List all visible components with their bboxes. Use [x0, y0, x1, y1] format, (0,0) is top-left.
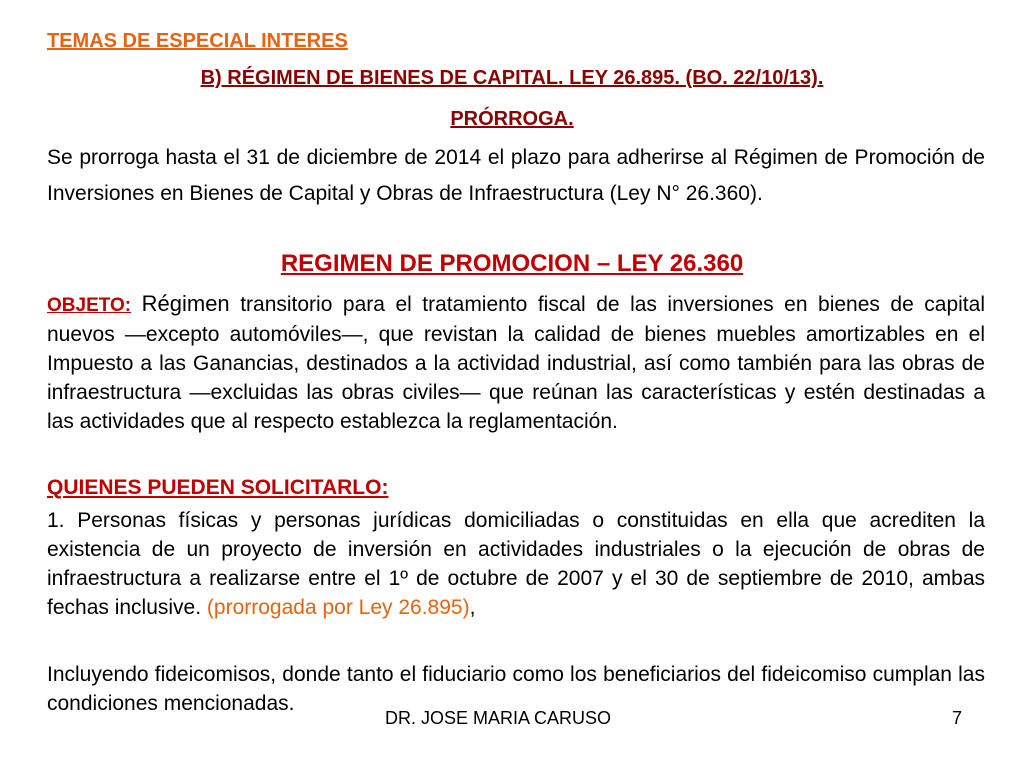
- section-title: PRÓRROGA.: [450, 108, 574, 130]
- quienes-item-1: [47, 506, 985, 622]
- regimen-subtitle: B) RÉGIMEN DE BIENES DE CAPITAL. LEY 26.895. (BO. 22/10/13).: [200, 67, 824, 89]
- quienes-item-2: Incluyendo fideicomisos, donde tanto el fiduciario como los beneficiarios del fideicomiso cumplan las condiciones mencionadas.: [47, 663, 985, 715]
- topic-title: TEMAS DE ESPECIAL INTERES: [47, 30, 348, 52]
- objeto-label: OBJETO:: [47, 295, 132, 316]
- quienes-item-1-text: 1. Personas físicas y personas jurídicas domiciliadas o constituidas en ella que acrediten la existencia de un proyecto de inversión en actividades industriales o la ejecución de obras de infraestructura a realizarse entre el 1º de octubre de 2007 y el 30 de septiembre de 2010, ambas fechas inclusive.: [47, 509, 985, 619]
- note-suffix: ,: [469, 596, 476, 619]
- regimen-heading: REGIMEN DE PROMOCION – LEY 26.360: [280, 250, 744, 277]
- intro-paragraph: Se prorroga hasta el 31 de diciembre de 2014 el plazo para adherirse al Régimen de Promoción de Inversiones en Bienes de Capital y Obras de Infraestructura (Ley N° 26.360).: [47, 146, 985, 205]
- objeto-first-word: Régimen: [141, 291, 230, 316]
- footer-author: DR. JOSE MARIA CARUSO: [385, 708, 612, 728]
- objeto-paragraph: [47, 289, 985, 436]
- objeto-text: transitorio para el tratamiento fiscal de las inversiones en bienes de capital nuevos —excepto automóviles—, que revistan la calidad de bienes muebles amortizables en el Impuesto a las Ganancias, destinados a la actividad industrial, así como también para las obras de infraestructura —excluidas las obras civiles— que reúnan las características y estén destinadas a las actividades que al respecto establezca la reglamentación.: [47, 293, 985, 433]
- quienes-heading: QUIENES PUEDEN SOLICITARLO:: [47, 476, 389, 499]
- prorrogada-note: (prorrogada por Ley 26.895): [206, 596, 470, 619]
- page-number: 7: [952, 708, 963, 728]
